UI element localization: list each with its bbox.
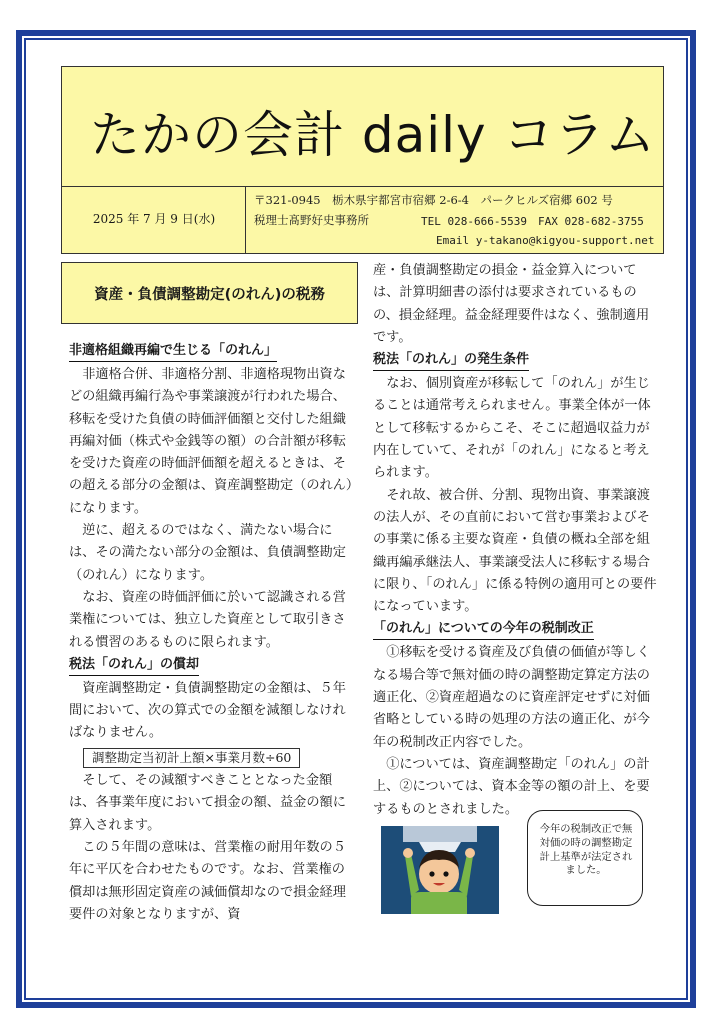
office-address: 〒321-0945 栃木県宇都宮市宿郷 2-6-4 パークヒルズ宿郷 602 号 [254,193,613,207]
issue-date: 2025 年 7 月 9 日(水) [92,212,216,226]
paragraph: なお、資産の時価評価に於いて認識される営業権については、独立した資産として取引きされる慣習のあるものに限られます。 [69,589,346,650]
section-heading: 「のれん」についての今年の税制改正 [373,619,594,640]
contact-cell [246,187,663,253]
paragraph: そして、その減額すべきこととなった金額は、各事業年度において損金の額、益金の額に算入されます。 [69,773,346,833]
section-heading: 非適格組織再編で生じる「のれん」 [69,341,277,362]
paragraph: ①については、資産調整勘定「のれん」の計上、②については、資本金等の額の計上、を要するものとされました。 [373,756,650,817]
date-cell [62,187,246,253]
title-box [62,67,663,187]
phone-fax: TEL 028-666-5539 FAX 028-682-3755 [421,215,644,228]
paragraph: 逆に、超えるのではなく、満たない場合には、その満たない部分の金額は、負債調整勘定（のれん）になります。 [69,523,346,583]
topic-box [61,262,358,324]
masthead [61,66,664,254]
section-heading: 税法「のれん」の発生条件 [373,350,529,371]
paragraph: ①移転を受ける資産及び負債の価値が等しくなる場合等で無対価の時の調整勘定算定方法の適正化、②資産超過なのに資産評定せずに対価省略としている時の処理の方法の適正化、が今年の税制改正内容でした。 [373,645,650,750]
paragraph: 資産調整勘定・負債調整勘定の金額は、５年間において、次の算式での金額を減額しなければなりません。 [69,680,346,741]
newsletter-title: たかの会計 daily コラム [90,106,657,164]
office-name: 税理士髙野好史事務所 [254,213,369,227]
speech-bubble-text: 今年の税制改正で無対価の時の調整勘定計上基準が法定されました。 [539,823,633,877]
speech-bubble [527,810,643,906]
left-column [69,340,353,926]
topic-title: 資産・負債調整勘定(のれん)の税務 [94,287,325,303]
paragraph: それ故、被合併、分割、現物出資、事業譲渡の法人が、その直前において営む事業およびその事業に係る主要な資産・負債の概ね全部を組織再編承継法人、事業譲受法人に移転する場合に限り、「のれん」に係る特例の適用可との要件になっています。 [373,487,657,615]
paragraph: なお、個別資産が移転して「のれん」が生じることは通常考えられません。事業全体が一体として移転するからこそ、そこに超過収益力が内在していて、それが「のれん」になると考えられます。 [373,376,651,481]
email-address[interactable]: Email y-takano@kigyou-support.net [436,234,655,247]
right-column [373,260,659,821]
paragraph: この５年間の意味は、営業権の耐用年数の５年に平仄を合わせたものです。なお、営業権の償却は無形固定資産の減価償却なので損金経理要件の対象となりますが、資 [69,839,346,922]
section-heading: 税法「のれん」の償却 [69,655,199,676]
paragraph: 非適格合併、非適格分割、非適格現物出資などの組織再編行為や事業譲渡が行われた場合、移転を受けた負債の時価評価額と交付した組織再編対価（株式や金銭等の額）の合計額が移転を受けた資産の時価評価額を超えるときは、その超える部分の金額は、資産調整勘定（のれん）になります。 [69,367,353,516]
paragraph: 産・負債調整勘定の損金・益金算入については、計算明細書の添付は要求されているものの、損金経理。益金経理要件はなく、強制適用です。 [373,263,650,345]
illustration-person-holding-paper [381,826,499,914]
formula-box: 調整勘定当初計上額×事業月数÷60 [83,748,300,768]
